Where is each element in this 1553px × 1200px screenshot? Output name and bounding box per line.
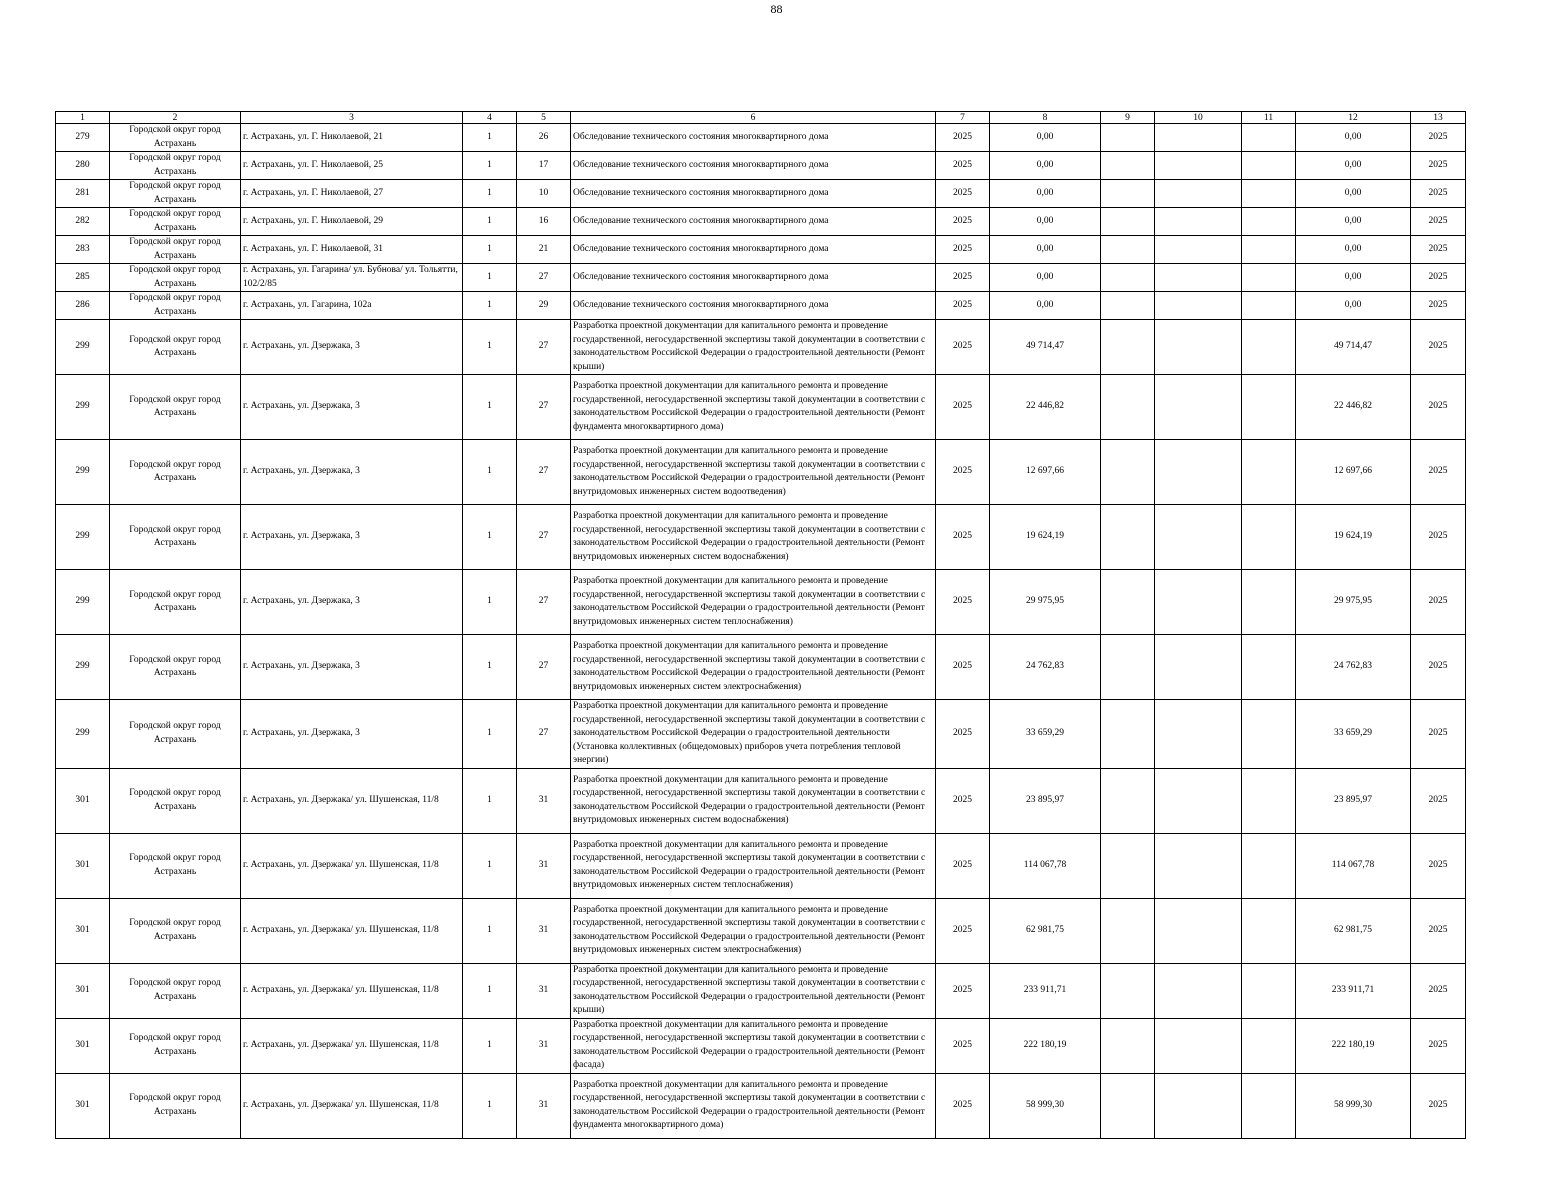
col9-value-cell bbox=[1101, 570, 1155, 635]
cost-total-cell: 0,00 bbox=[990, 264, 1101, 292]
col11-value-cell bbox=[1242, 700, 1296, 769]
cost-fund-cell: 233 911,71 bbox=[1296, 963, 1411, 1018]
col4-value-cell: 1 bbox=[463, 124, 517, 152]
year-cell: 2025 bbox=[936, 236, 990, 264]
col10-value-cell bbox=[1155, 180, 1242, 208]
address-cell: г. Астрахань, ул. Дзержака, 3 bbox=[241, 635, 463, 700]
col5-value-cell: 16 bbox=[517, 208, 571, 236]
col10-value-cell bbox=[1155, 236, 1242, 264]
cost-total-cell: 19 624,19 bbox=[990, 505, 1101, 570]
municipality-cell: Городской округ город Астрахань bbox=[110, 124, 241, 152]
cost-fund-cell: 23 895,97 bbox=[1296, 768, 1411, 833]
completion-year-cell: 2025 bbox=[1411, 570, 1466, 635]
col11-value-cell bbox=[1242, 1018, 1296, 1073]
municipality-cell: Городской округ город Астрахань bbox=[110, 152, 241, 180]
cost-fund-cell: 0,00 bbox=[1296, 236, 1411, 264]
table-row bbox=[56, 375, 1466, 440]
column-header: 4 bbox=[463, 112, 517, 124]
year-cell: 2025 bbox=[936, 1018, 990, 1073]
completion-year-cell: 2025 bbox=[1411, 208, 1466, 236]
cost-fund-cell: 222 180,19 bbox=[1296, 1018, 1411, 1073]
col10-value-cell bbox=[1155, 292, 1242, 320]
column-header: 7 bbox=[936, 112, 990, 124]
completion-year-cell: 2025 bbox=[1411, 236, 1466, 264]
col4-value-cell: 1 bbox=[463, 320, 517, 375]
col11-value-cell bbox=[1242, 124, 1296, 152]
col5-value-cell: 10 bbox=[517, 180, 571, 208]
municipality-cell: Городской округ город Астрахань bbox=[110, 963, 241, 1018]
col11-value-cell bbox=[1242, 1073, 1296, 1138]
municipality-cell: Городской округ город Астрахань bbox=[110, 375, 241, 440]
municipality-cell: Городской округ город Астрахань bbox=[110, 570, 241, 635]
row-number-cell: 301 bbox=[56, 898, 110, 963]
cost-total-cell: 22 446,82 bbox=[990, 375, 1101, 440]
cost-fund-cell: 49 714,47 bbox=[1296, 320, 1411, 375]
col9-value-cell bbox=[1101, 833, 1155, 898]
col4-value-cell: 1 bbox=[463, 898, 517, 963]
year-cell: 2025 bbox=[936, 264, 990, 292]
column-header: 12 bbox=[1296, 112, 1411, 124]
col4-value-cell: 1 bbox=[463, 236, 517, 264]
row-number-cell: 280 bbox=[56, 152, 110, 180]
col4-value-cell: 1 bbox=[463, 700, 517, 769]
completion-year-cell: 2025 bbox=[1411, 440, 1466, 505]
municipality-cell: Городской округ город Астрахань bbox=[110, 898, 241, 963]
cost-fund-cell: 33 659,29 bbox=[1296, 700, 1411, 769]
col9-value-cell bbox=[1101, 635, 1155, 700]
col10-value-cell bbox=[1155, 440, 1242, 505]
row-number-cell: 301 bbox=[56, 1073, 110, 1138]
col4-value-cell: 1 bbox=[463, 505, 517, 570]
address-cell: г. Астрахань, ул. Дзержака/ ул. Шушенская, 11/8 bbox=[241, 1073, 463, 1138]
year-cell: 2025 bbox=[936, 375, 990, 440]
col5-value-cell: 29 bbox=[517, 292, 571, 320]
col11-value-cell bbox=[1242, 963, 1296, 1018]
col10-value-cell bbox=[1155, 635, 1242, 700]
work-type-cell: Обследование технического состояния многоквартирного дома bbox=[571, 124, 936, 152]
completion-year-cell: 2025 bbox=[1411, 264, 1466, 292]
work-type-cell: Разработка проектной документации для капитального ремонта и проведение государственной, негосударственной экспертизы такой документации в соответствии с законодательством Российской Федерации о градостроительной деятельности (Ремонт внутридомовых инженерных систем электроснабжения) bbox=[571, 898, 936, 963]
municipality-cell: Городской округ город Астрахань bbox=[110, 635, 241, 700]
col10-value-cell bbox=[1155, 124, 1242, 152]
year-cell: 2025 bbox=[936, 833, 990, 898]
col10-value-cell bbox=[1155, 570, 1242, 635]
cost-fund-cell: 0,00 bbox=[1296, 292, 1411, 320]
col5-value-cell: 27 bbox=[517, 320, 571, 375]
col9-value-cell bbox=[1101, 264, 1155, 292]
completion-year-cell: 2025 bbox=[1411, 375, 1466, 440]
cost-fund-cell: 114 067,78 bbox=[1296, 833, 1411, 898]
col11-value-cell bbox=[1242, 898, 1296, 963]
col9-value-cell bbox=[1101, 236, 1155, 264]
col5-value-cell: 27 bbox=[517, 635, 571, 700]
table-row bbox=[56, 152, 1466, 180]
completion-year-cell: 2025 bbox=[1411, 700, 1466, 769]
table-row bbox=[56, 505, 1466, 570]
cost-total-cell: 23 895,97 bbox=[990, 768, 1101, 833]
municipality-cell: Городской округ город Астрахань bbox=[110, 208, 241, 236]
work-type-cell: Разработка проектной документации для капитального ремонта и проведение государственной, негосударственной экспертизы такой документации в соответствии с законодательством Российской Федерации о градостроительной деятельности (Ремонт внутридомовых инженерных систем теплоснабжения) bbox=[571, 833, 936, 898]
table-row bbox=[56, 236, 1466, 264]
col11-value-cell bbox=[1242, 264, 1296, 292]
municipality-cell: Городской округ город Астрахань bbox=[110, 236, 241, 264]
col4-value-cell: 1 bbox=[463, 833, 517, 898]
column-header: 2 bbox=[110, 112, 241, 124]
year-cell: 2025 bbox=[936, 152, 990, 180]
address-cell: г. Астрахань, ул. Дзержака, 3 bbox=[241, 375, 463, 440]
col9-value-cell bbox=[1101, 700, 1155, 769]
cost-fund-cell: 19 624,19 bbox=[1296, 505, 1411, 570]
completion-year-cell: 2025 bbox=[1411, 635, 1466, 700]
row-number-cell: 301 bbox=[56, 963, 110, 1018]
row-number-cell: 299 bbox=[56, 320, 110, 375]
column-header: 11 bbox=[1242, 112, 1296, 124]
cost-fund-cell: 12 697,66 bbox=[1296, 440, 1411, 505]
col5-value-cell: 27 bbox=[517, 375, 571, 440]
table-row bbox=[56, 208, 1466, 236]
table-row bbox=[56, 635, 1466, 700]
work-type-cell: Разработка проектной документации для капитального ремонта и проведение государственной, негосударственной экспертизы такой документации в соответствии с законодательством Российской Федерации о градостроительной деятельности (Ремонт крыши) bbox=[571, 320, 936, 375]
col11-value-cell bbox=[1242, 768, 1296, 833]
year-cell: 2025 bbox=[936, 898, 990, 963]
col9-value-cell bbox=[1101, 963, 1155, 1018]
cost-total-cell: 62 981,75 bbox=[990, 898, 1101, 963]
municipality-cell: Городской округ город Астрахань bbox=[110, 440, 241, 505]
col4-value-cell: 1 bbox=[463, 1073, 517, 1138]
row-number-cell: 299 bbox=[56, 375, 110, 440]
cost-total-cell: 29 975,95 bbox=[990, 570, 1101, 635]
address-cell: г. Астрахань, ул. Дзержака/ ул. Шушенская, 11/8 bbox=[241, 963, 463, 1018]
row-number-cell: 299 bbox=[56, 635, 110, 700]
cost-total-cell: 114 067,78 bbox=[990, 833, 1101, 898]
work-type-cell: Разработка проектной документации для капитального ремонта и проведение государственной, негосударственной экспертизы такой документации в соответствии с законодательством Российской Федерации о градостроительной деятельности (Ремонт внутридомовых инженерных систем водоснабжения) bbox=[571, 505, 936, 570]
col9-value-cell bbox=[1101, 152, 1155, 180]
col5-value-cell: 27 bbox=[517, 505, 571, 570]
address-cell: г. Астрахань, ул. Г. Николаевой, 31 bbox=[241, 236, 463, 264]
col9-value-cell bbox=[1101, 1073, 1155, 1138]
col5-value-cell: 26 bbox=[517, 124, 571, 152]
work-type-cell: Разработка проектной документации для капитального ремонта и проведение государственной, негосударственной экспертизы такой документации в соответствии с законодательством Российской Федерации о градостроительной деятельности (Ремонт фундамента многоквартирного дома) bbox=[571, 1073, 936, 1138]
col10-value-cell bbox=[1155, 700, 1242, 769]
cost-total-cell: 0,00 bbox=[990, 180, 1101, 208]
col11-value-cell bbox=[1242, 208, 1296, 236]
cost-fund-cell: 62 981,75 bbox=[1296, 898, 1411, 963]
col10-value-cell bbox=[1155, 505, 1242, 570]
completion-year-cell: 2025 bbox=[1411, 1073, 1466, 1138]
col5-value-cell: 21 bbox=[517, 236, 571, 264]
table-row bbox=[56, 700, 1466, 769]
municipality-cell: Городской округ город Астрахань bbox=[110, 264, 241, 292]
year-cell: 2025 bbox=[936, 440, 990, 505]
municipality-cell: Городской округ город Астрахань bbox=[110, 320, 241, 375]
col5-value-cell: 31 bbox=[517, 898, 571, 963]
cost-fund-cell: 22 446,82 bbox=[1296, 375, 1411, 440]
work-type-cell: Разработка проектной документации для капитального ремонта и проведение государственной, негосударственной экспертизы такой документации в соответствии с законодательством Российской Федерации о градостроительной деятельности (Ремонт внутридомовых инженерных систем электроснабжения) bbox=[571, 635, 936, 700]
table-row bbox=[56, 570, 1466, 635]
col10-value-cell bbox=[1155, 898, 1242, 963]
col4-value-cell: 1 bbox=[463, 963, 517, 1018]
completion-year-cell: 2025 bbox=[1411, 1018, 1466, 1073]
col10-value-cell bbox=[1155, 320, 1242, 375]
completion-year-cell: 2025 bbox=[1411, 292, 1466, 320]
col11-value-cell bbox=[1242, 833, 1296, 898]
col4-value-cell: 1 bbox=[463, 1018, 517, 1073]
year-cell: 2025 bbox=[936, 963, 990, 1018]
year-cell: 2025 bbox=[936, 700, 990, 769]
col10-value-cell bbox=[1155, 208, 1242, 236]
col11-value-cell bbox=[1242, 570, 1296, 635]
completion-year-cell: 2025 bbox=[1411, 124, 1466, 152]
table-row bbox=[56, 1073, 1466, 1138]
row-number-cell: 299 bbox=[56, 505, 110, 570]
address-cell: г. Астрахань, ул. Дзержака/ ул. Шушенская, 11/8 bbox=[241, 833, 463, 898]
address-cell: г. Астрахань, ул. Г. Николаевой, 25 bbox=[241, 152, 463, 180]
table-body bbox=[56, 124, 1466, 1139]
col4-value-cell: 1 bbox=[463, 180, 517, 208]
work-type-cell: Разработка проектной документации для капитального ремонта и проведение государственной, негосударственной экспертизы такой документации в соответствии с законодательством Российской Федерации о градостроительной деятельности (Ремонт внутридомовых инженерных систем водоотведения) bbox=[571, 440, 936, 505]
col9-value-cell bbox=[1101, 440, 1155, 505]
table-row bbox=[56, 124, 1466, 152]
col4-value-cell: 1 bbox=[463, 570, 517, 635]
address-cell: г. Астрахань, ул. Дзержака, 3 bbox=[241, 700, 463, 769]
col4-value-cell: 1 bbox=[463, 292, 517, 320]
col10-value-cell bbox=[1155, 264, 1242, 292]
row-number-cell: 299 bbox=[56, 570, 110, 635]
municipality-cell: Городской округ город Астрахань bbox=[110, 833, 241, 898]
cost-total-cell: 0,00 bbox=[990, 152, 1101, 180]
col11-value-cell bbox=[1242, 375, 1296, 440]
cost-total-cell: 24 762,83 bbox=[990, 635, 1101, 700]
col9-value-cell bbox=[1101, 898, 1155, 963]
cost-total-cell: 222 180,19 bbox=[990, 1018, 1101, 1073]
col4-value-cell: 1 bbox=[463, 768, 517, 833]
cost-total-cell: 33 659,29 bbox=[990, 700, 1101, 769]
row-number-cell: 301 bbox=[56, 833, 110, 898]
cost-total-cell: 0,00 bbox=[990, 236, 1101, 264]
column-header: 9 bbox=[1101, 112, 1155, 124]
work-type-cell: Разработка проектной документации для капитального ремонта и проведение государственной, негосударственной экспертизы такой документации в соответствии с законодательством Российской Федерации о градостроительной деятельности (Ремонт фасада) bbox=[571, 1018, 936, 1073]
col10-value-cell bbox=[1155, 375, 1242, 440]
completion-year-cell: 2025 bbox=[1411, 768, 1466, 833]
col5-value-cell: 31 bbox=[517, 833, 571, 898]
address-cell: г. Астрахань, ул. Г. Николаевой, 29 bbox=[241, 208, 463, 236]
table-row bbox=[56, 264, 1466, 292]
address-cell: г. Астрахань, ул. Дзержака/ ул. Шушенская, 11/8 bbox=[241, 1018, 463, 1073]
row-number-cell: 299 bbox=[56, 700, 110, 769]
work-type-cell: Обследование технического состояния многоквартирного дома bbox=[571, 292, 936, 320]
year-cell: 2025 bbox=[936, 768, 990, 833]
col4-value-cell: 1 bbox=[463, 264, 517, 292]
year-cell: 2025 bbox=[936, 635, 990, 700]
work-type-cell: Обследование технического состояния многоквартирного дома bbox=[571, 264, 936, 292]
col11-value-cell bbox=[1242, 635, 1296, 700]
table-row bbox=[56, 292, 1466, 320]
col5-value-cell: 31 bbox=[517, 1073, 571, 1138]
year-cell: 2025 bbox=[936, 180, 990, 208]
col10-value-cell bbox=[1155, 1073, 1242, 1138]
col11-value-cell bbox=[1242, 505, 1296, 570]
column-header: 6 bbox=[571, 112, 936, 124]
col9-value-cell bbox=[1101, 320, 1155, 375]
row-number-cell: 281 bbox=[56, 180, 110, 208]
year-cell: 2025 bbox=[936, 292, 990, 320]
cost-total-cell: 0,00 bbox=[990, 208, 1101, 236]
row-number-cell: 282 bbox=[56, 208, 110, 236]
work-type-cell: Разработка проектной документации для капитального ремонта и проведение государственной, негосударственной экспертизы такой документации в соответствии с законодательством Российской Федерации о градостроительной деятельности (Установка коллективных (общедомовых) приборов учета потребления тепловой энергии) bbox=[571, 700, 936, 769]
col11-value-cell bbox=[1242, 152, 1296, 180]
work-type-cell: Обследование технического состояния многоквартирного дома bbox=[571, 152, 936, 180]
table-row bbox=[56, 320, 1466, 375]
address-cell: г. Астрахань, ул. Дзержака, 3 bbox=[241, 570, 463, 635]
work-type-cell: Обследование технического состояния многоквартирного дома bbox=[571, 208, 936, 236]
col9-value-cell bbox=[1101, 768, 1155, 833]
col11-value-cell bbox=[1242, 236, 1296, 264]
municipality-cell: Городской округ город Астрахань bbox=[110, 1018, 241, 1073]
completion-year-cell: 2025 bbox=[1411, 180, 1466, 208]
row-number-cell: 299 bbox=[56, 440, 110, 505]
municipality-cell: Городской округ город Астрахань bbox=[110, 180, 241, 208]
year-cell: 2025 bbox=[936, 570, 990, 635]
col10-value-cell bbox=[1155, 963, 1242, 1018]
year-cell: 2025 bbox=[936, 1073, 990, 1138]
program-table bbox=[55, 111, 1466, 1139]
cost-fund-cell: 0,00 bbox=[1296, 124, 1411, 152]
row-number-cell: 301 bbox=[56, 1018, 110, 1073]
municipality-cell: Городской округ город Астрахань bbox=[110, 768, 241, 833]
col9-value-cell bbox=[1101, 180, 1155, 208]
address-cell: г. Астрахань, ул. Г. Николаевой, 27 bbox=[241, 180, 463, 208]
col5-value-cell: 27 bbox=[517, 570, 571, 635]
col9-value-cell bbox=[1101, 1018, 1155, 1073]
row-number-cell: 285 bbox=[56, 264, 110, 292]
completion-year-cell: 2025 bbox=[1411, 320, 1466, 375]
cost-total-cell: 49 714,47 bbox=[990, 320, 1101, 375]
cost-total-cell: 12 697,66 bbox=[990, 440, 1101, 505]
cost-total-cell: 233 911,71 bbox=[990, 963, 1101, 1018]
column-header: 3 bbox=[241, 112, 463, 124]
col10-value-cell bbox=[1155, 1018, 1242, 1073]
work-type-cell: Разработка проектной документации для капитального ремонта и проведение государственной, негосударственной экспертизы такой документации в соответствии с законодательством Российской Федерации о градостроительной деятельности (Ремонт крыши) bbox=[571, 963, 936, 1018]
column-header: 1 bbox=[56, 112, 110, 124]
work-type-cell: Разработка проектной документации для капитального ремонта и проведение государственной, негосударственной экспертизы такой документации в соответствии с законодательством Российской Федерации о градостроительной деятельности (Ремонт фундамента многоквартирного дома) bbox=[571, 375, 936, 440]
cost-fund-cell: 24 762,83 bbox=[1296, 635, 1411, 700]
col10-value-cell bbox=[1155, 833, 1242, 898]
col11-value-cell bbox=[1242, 440, 1296, 505]
municipality-cell: Городской округ город Астрахань bbox=[110, 1073, 241, 1138]
row-number-cell: 301 bbox=[56, 768, 110, 833]
col10-value-cell bbox=[1155, 152, 1242, 180]
col11-value-cell bbox=[1242, 292, 1296, 320]
col9-value-cell bbox=[1101, 292, 1155, 320]
row-number-cell: 279 bbox=[56, 124, 110, 152]
col5-value-cell: 17 bbox=[517, 152, 571, 180]
table-row bbox=[56, 833, 1466, 898]
col5-value-cell: 31 bbox=[517, 963, 571, 1018]
municipality-cell: Городской округ город Астрахань bbox=[110, 700, 241, 769]
col9-value-cell bbox=[1101, 124, 1155, 152]
col4-value-cell: 1 bbox=[463, 440, 517, 505]
cost-fund-cell: 0,00 bbox=[1296, 180, 1411, 208]
col5-value-cell: 31 bbox=[517, 1018, 571, 1073]
page-number: 88 bbox=[770, 2, 783, 16]
cost-total-cell: 58 999,30 bbox=[990, 1073, 1101, 1138]
column-header: 8 bbox=[990, 112, 1101, 124]
table-row bbox=[56, 180, 1466, 208]
col5-value-cell: 27 bbox=[517, 264, 571, 292]
cost-fund-cell: 58 999,30 bbox=[1296, 1073, 1411, 1138]
col4-value-cell: 1 bbox=[463, 375, 517, 440]
year-cell: 2025 bbox=[936, 320, 990, 375]
address-cell: г. Астрахань, ул. Гагарина/ ул. Бубнова/ ул. Тольятти, 102/2/85 bbox=[241, 264, 463, 292]
table-row bbox=[56, 768, 1466, 833]
column-header: 5 bbox=[517, 112, 571, 124]
table-row bbox=[56, 898, 1466, 963]
table-row bbox=[56, 440, 1466, 505]
work-type-cell: Разработка проектной документации для капитального ремонта и проведение государственной, негосударственной экспертизы такой документации в соответствии с законодательством Российской Федерации о градостроительной деятельности (Ремонт внутридомовых инженерных систем водоснабжения) bbox=[571, 768, 936, 833]
table-row bbox=[56, 963, 1466, 1018]
cost-fund-cell: 0,00 bbox=[1296, 264, 1411, 292]
cost-fund-cell: 29 975,95 bbox=[1296, 570, 1411, 635]
municipality-cell: Городской округ город Астрахань bbox=[110, 292, 241, 320]
completion-year-cell: 2025 bbox=[1411, 152, 1466, 180]
column-header: 10 bbox=[1155, 112, 1242, 124]
col4-value-cell: 1 bbox=[463, 635, 517, 700]
year-cell: 2025 bbox=[936, 124, 990, 152]
year-cell: 2025 bbox=[936, 505, 990, 570]
address-cell: г. Астрахань, ул. Г. Николаевой, 21 bbox=[241, 124, 463, 152]
address-cell: г. Астрахань, ул. Дзержака, 3 bbox=[241, 320, 463, 375]
col9-value-cell bbox=[1101, 208, 1155, 236]
col4-value-cell: 1 bbox=[463, 208, 517, 236]
cost-fund-cell: 0,00 bbox=[1296, 208, 1411, 236]
address-cell: г. Астрахань, ул. Дзержака, 3 bbox=[241, 440, 463, 505]
cost-fund-cell: 0,00 bbox=[1296, 152, 1411, 180]
column-number-row bbox=[56, 112, 1466, 124]
col5-value-cell: 27 bbox=[517, 440, 571, 505]
completion-year-cell: 2025 bbox=[1411, 833, 1466, 898]
table-row bbox=[56, 1018, 1466, 1073]
col5-value-cell: 31 bbox=[517, 768, 571, 833]
address-cell: г. Астрахань, ул. Дзержака/ ул. Шушенская, 11/8 bbox=[241, 898, 463, 963]
col5-value-cell: 27 bbox=[517, 700, 571, 769]
completion-year-cell: 2025 bbox=[1411, 898, 1466, 963]
address-cell: г. Астрахань, ул. Дзержака/ ул. Шушенская, 11/8 bbox=[241, 768, 463, 833]
completion-year-cell: 2025 bbox=[1411, 963, 1466, 1018]
work-type-cell: Разработка проектной документации для капитального ремонта и проведение государственной, негосударственной экспертизы такой документации в соответствии с законодательством Российской Федерации о градостроительной деятельности (Ремонт внутридомовых инженерных систем теплоснабжения) bbox=[571, 570, 936, 635]
col9-value-cell bbox=[1101, 375, 1155, 440]
work-type-cell: Обследование технического состояния многоквартирного дома bbox=[571, 180, 936, 208]
completion-year-cell: 2025 bbox=[1411, 505, 1466, 570]
col10-value-cell bbox=[1155, 768, 1242, 833]
col11-value-cell bbox=[1242, 180, 1296, 208]
row-number-cell: 286 bbox=[56, 292, 110, 320]
municipality-cell: Городской округ город Астрахань bbox=[110, 505, 241, 570]
cost-total-cell: 0,00 bbox=[990, 292, 1101, 320]
cost-total-cell: 0,00 bbox=[990, 124, 1101, 152]
year-cell: 2025 bbox=[936, 208, 990, 236]
col9-value-cell bbox=[1101, 505, 1155, 570]
col11-value-cell bbox=[1242, 320, 1296, 375]
address-cell: г. Астрахань, ул. Дзержака, 3 bbox=[241, 505, 463, 570]
row-number-cell: 283 bbox=[56, 236, 110, 264]
col4-value-cell: 1 bbox=[463, 152, 517, 180]
column-header: 13 bbox=[1411, 112, 1466, 124]
work-type-cell: Обследование технического состояния многоквартирного дома bbox=[571, 236, 936, 264]
address-cell: г. Астрахань, ул. Гагарина, 102а bbox=[241, 292, 463, 320]
